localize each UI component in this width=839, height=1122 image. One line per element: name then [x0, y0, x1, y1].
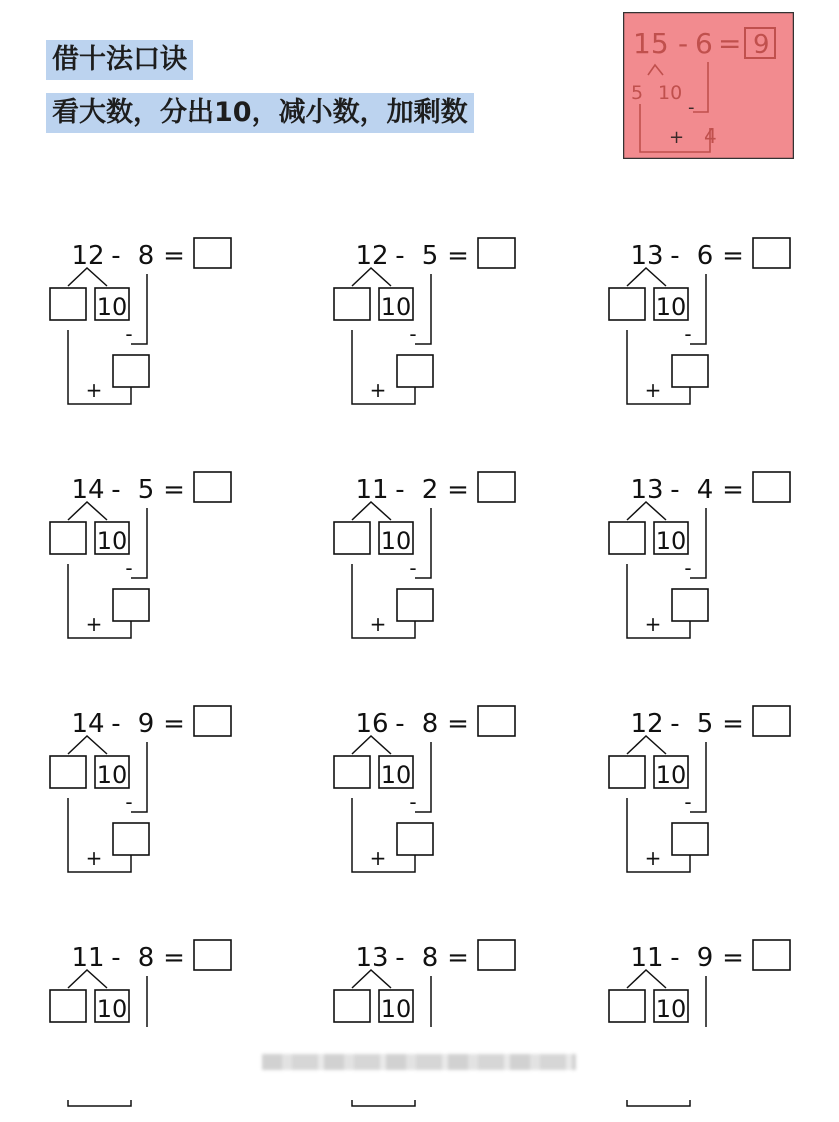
- split-ones-box: [609, 522, 645, 554]
- answer-box: [194, 940, 231, 970]
- problem-card: [334, 706, 515, 872]
- problem-minus-sign: -: [111, 475, 121, 505]
- split-ones-box: [334, 522, 370, 554]
- problem-subtrahend: 8: [421, 709, 439, 739]
- problem-minus-sign: -: [395, 943, 405, 973]
- subtract-line: [415, 508, 431, 578]
- add-sign: +: [369, 378, 387, 402]
- split-ones-box: [609, 756, 645, 788]
- problem-subtrahend: 5: [421, 241, 439, 271]
- difference-box: [397, 589, 433, 621]
- watermark: [262, 1054, 576, 1070]
- add-sign: +: [644, 378, 662, 402]
- problem-card: [50, 940, 231, 1106]
- problem-subtrahend: 8: [137, 943, 155, 973]
- problem-subtrahend: 8: [137, 241, 155, 271]
- split-ten-label: 10: [96, 293, 128, 321]
- problem-minuend: 13: [355, 943, 389, 973]
- problem-minus-sign: -: [670, 241, 680, 271]
- add-line: [352, 1100, 415, 1106]
- problem-equals-sign: =: [722, 241, 744, 271]
- problem-subtrahend: 4: [696, 475, 714, 505]
- split-ten-label: 10: [380, 527, 412, 555]
- subtract-line: [131, 742, 147, 812]
- problem-minuend: 12: [71, 241, 105, 271]
- example-remainder: 4: [704, 124, 717, 148]
- problem-equals-sign: =: [447, 475, 469, 505]
- page-title: 借十法口诀: [46, 40, 193, 80]
- problem-subtrahend: 9: [137, 709, 155, 739]
- split-ones-box: [334, 756, 370, 788]
- problem-minuend: 16: [355, 709, 389, 739]
- problem-equals-sign: =: [163, 475, 185, 505]
- problem-equals-sign: =: [447, 943, 469, 973]
- problem-minus-sign: -: [670, 943, 680, 973]
- problem-minus-sign: -: [670, 475, 680, 505]
- example-split-ones: 5: [631, 82, 644, 104]
- split-ones-box: [50, 990, 86, 1022]
- answer-box: [478, 472, 515, 502]
- answer-box: [478, 940, 515, 970]
- subtract-line: [131, 274, 147, 344]
- answer-box: [194, 706, 231, 736]
- subtract-line: [131, 508, 147, 578]
- problem-subtrahend: 8: [421, 943, 439, 973]
- split-ten-label: 10: [96, 761, 128, 789]
- example-equals: =: [718, 27, 742, 60]
- example-minus: -: [678, 27, 689, 60]
- difference-box: [672, 589, 708, 621]
- problem-minus-sign: -: [111, 943, 121, 973]
- add-line: [68, 1100, 131, 1106]
- problem-minus-sign: -: [395, 241, 405, 271]
- subtract-sign: -: [409, 556, 417, 580]
- problem-equals-sign: =: [447, 709, 469, 739]
- add-line: [627, 1100, 690, 1106]
- problem-minus-sign: -: [395, 709, 405, 739]
- problem-minuend: 13: [630, 475, 664, 505]
- problem-card: [609, 472, 790, 638]
- split-ones-box: [334, 990, 370, 1022]
- split-ten-label: 10: [655, 761, 687, 789]
- difference-box: [672, 355, 708, 387]
- problem-equals-sign: =: [722, 943, 744, 973]
- add-sign: +: [85, 378, 103, 402]
- problem-subtrahend: 9: [696, 943, 714, 973]
- problem-minuend: 14: [71, 709, 105, 739]
- example-split-ten: 10: [658, 82, 683, 104]
- split-ones-box: [609, 288, 645, 320]
- example-minuend: 15: [633, 27, 669, 60]
- problem-card: [609, 940, 790, 1106]
- answer-box: [478, 238, 515, 268]
- problem-minus-sign: -: [111, 241, 121, 271]
- answer-box: [194, 472, 231, 502]
- subtract-line: [690, 742, 706, 812]
- problem-minuend: 12: [355, 241, 389, 271]
- add-sign: +: [644, 846, 662, 870]
- problem-minus-sign: -: [670, 709, 680, 739]
- subtract-line: [415, 274, 431, 344]
- example-plus-sign: +: [669, 127, 685, 148]
- problem-card: [609, 238, 790, 404]
- subtract-sign: -: [684, 556, 692, 580]
- problem-equals-sign: =: [163, 943, 185, 973]
- problem-card: [334, 940, 515, 1106]
- add-sign: +: [85, 612, 103, 636]
- problem-minuend: 11: [71, 943, 105, 973]
- problem-subtrahend: 2: [421, 475, 439, 505]
- problem-minuend: 11: [355, 475, 389, 505]
- split-ones-box: [50, 522, 86, 554]
- problem-subtrahend: 5: [696, 709, 714, 739]
- example-answer: 9: [753, 30, 770, 60]
- split-ten-label: 10: [96, 995, 128, 1023]
- add-sign: +: [644, 612, 662, 636]
- difference-box: [113, 355, 149, 387]
- split-ones-box: [50, 756, 86, 788]
- add-sign: +: [369, 612, 387, 636]
- subtract-sign: -: [409, 790, 417, 814]
- problem-equals-sign: =: [722, 709, 744, 739]
- add-sign: +: [369, 846, 387, 870]
- subtract-sign: -: [409, 322, 417, 346]
- problem-card: [50, 472, 231, 638]
- problem-card: [50, 238, 231, 404]
- problem-card: [334, 238, 515, 404]
- problem-card: [334, 472, 515, 638]
- subtract-sign: -: [684, 322, 692, 346]
- problem-equals-sign: =: [447, 241, 469, 271]
- subtract-sign: -: [125, 322, 133, 346]
- difference-box: [113, 823, 149, 855]
- problem-minus-sign: -: [111, 709, 121, 739]
- answer-box: [753, 238, 790, 268]
- answer-box: [753, 940, 790, 970]
- problem-card: [50, 706, 231, 872]
- problem-card: [609, 706, 790, 872]
- problem-equals-sign: =: [163, 241, 185, 271]
- subtract-sign: -: [125, 790, 133, 814]
- subtract-line: [690, 508, 706, 578]
- example-minus-sign: -: [688, 97, 695, 118]
- subtract-line: [690, 274, 706, 344]
- answer-box: [478, 706, 515, 736]
- difference-box: [397, 355, 433, 387]
- split-ten-label: 10: [380, 761, 412, 789]
- split-ones-box: [609, 990, 645, 1022]
- split-ten-label: 10: [380, 293, 412, 321]
- answer-box: [753, 472, 790, 502]
- problem-minus-sign: -: [395, 475, 405, 505]
- example-subtrahend: 6: [695, 27, 713, 60]
- problem-equals-sign: =: [163, 709, 185, 739]
- page-subtitle: 看大数，分出10，减小数，加剩数: [46, 93, 474, 133]
- answer-box: [194, 238, 231, 268]
- problem-minuend: 14: [71, 475, 105, 505]
- split-ten-label: 10: [655, 995, 687, 1023]
- problem-subtrahend: 6: [696, 241, 714, 271]
- difference-box: [113, 589, 149, 621]
- subtract-sign: -: [125, 556, 133, 580]
- problem-minuend: 13: [630, 241, 664, 271]
- problem-minuend: 11: [630, 943, 664, 973]
- add-sign: +: [85, 846, 103, 870]
- split-ten-label: 10: [380, 995, 412, 1023]
- split-ten-label: 10: [96, 527, 128, 555]
- problem-minuend: 12: [630, 709, 664, 739]
- split-ones-box: [334, 288, 370, 320]
- split-ten-label: 10: [655, 527, 687, 555]
- split-ten-label: 10: [655, 293, 687, 321]
- difference-box: [397, 823, 433, 855]
- problem-equals-sign: =: [722, 475, 744, 505]
- problem-subtrahend: 5: [137, 475, 155, 505]
- subtract-sign: -: [684, 790, 692, 814]
- difference-box: [672, 823, 708, 855]
- split-ones-box: [50, 288, 86, 320]
- answer-box: [753, 706, 790, 736]
- subtract-line: [415, 742, 431, 812]
